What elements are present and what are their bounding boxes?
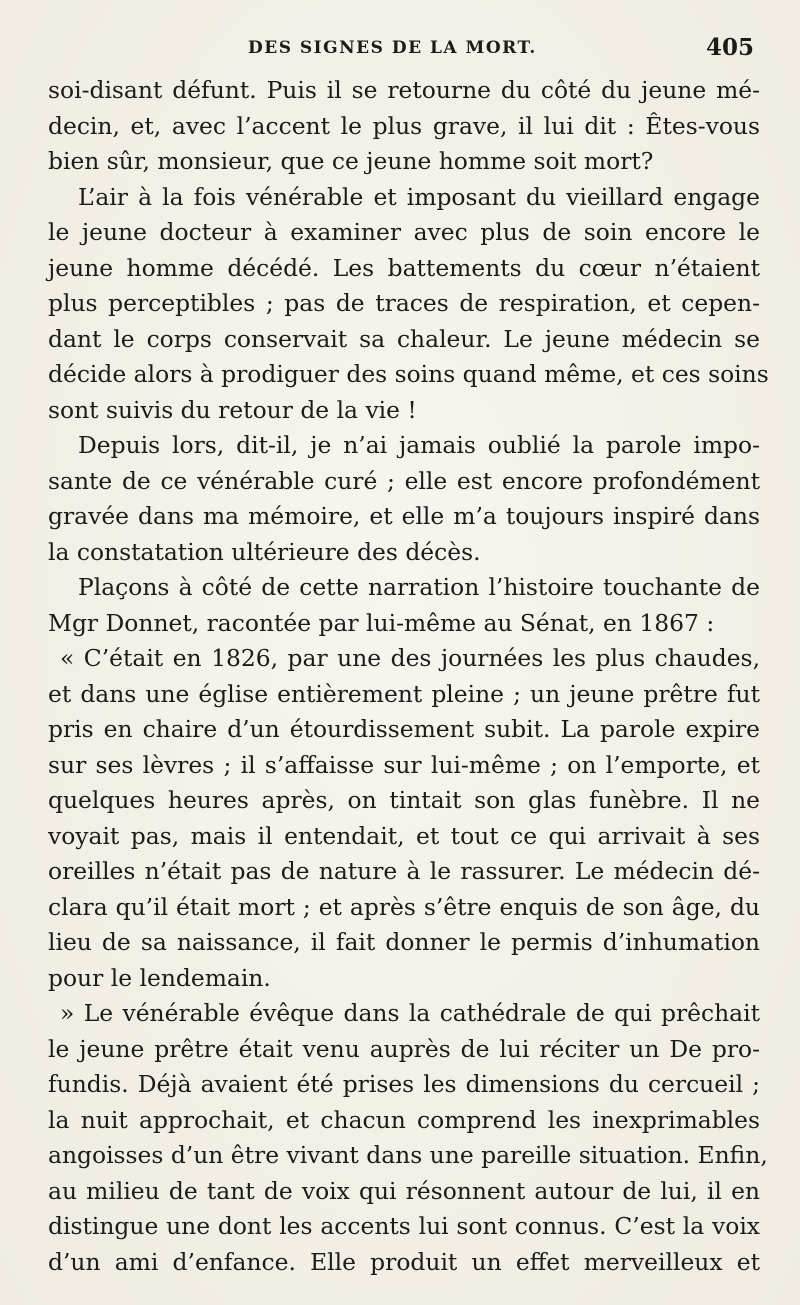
text-line: sur ses lèvres ; il s’affaisse sur lui-même ; on l’emporte, et <box>48 750 760 779</box>
text-line: le jeune docteur à examiner avec plus de soin encore le <box>48 218 760 246</box>
text-line: le jeune prêtre était venu auprès de lui réciter un De pro- <box>48 1034 760 1063</box>
text-line: plus perceptibles ; pas de traces de respiration, et cepen- <box>48 289 760 317</box>
text-line: Depuis lors, dit-il, je n’ai jamais oublié la parole impo- <box>78 431 760 459</box>
text-line: bien sûr, monsieur, que ce jeune homme soit mort? <box>48 147 654 175</box>
text-line: distingue une dont les accents lui sont connus. C’est la voix <box>48 1212 760 1240</box>
text-line: jeune homme décédé. Les battements du cœur n’étaient <box>48 253 760 282</box>
page-number: 405 <box>705 34 754 61</box>
text-line: dant le corps conservait sa chaleur. Le jeune médecin se <box>48 324 760 353</box>
text-line: voyait pas, mais il entendait, et tout ce qui arrivait à ses <box>48 821 760 850</box>
text-line: L’air à la fois vénérable et imposant du vieillard engage <box>78 182 760 211</box>
text-line: et dans une église entièrement pleine ; un jeune prêtre fut <box>48 679 760 708</box>
body-text <box>48 73 769 1280</box>
text-line: decin, et, avec l’accent le plus grave, il lui dit : Êtes-vous <box>48 111 760 140</box>
text-line: sante de ce vénérable curé ; elle est encore profondément <box>48 466 760 495</box>
text-line: la nuit approchait, et chacun comprend les inexprimables <box>48 1105 760 1134</box>
text-line: la constatation ultérieure des décès. <box>48 537 481 566</box>
text-line: au milieu de tant de voix qui résonnent autour de lui, il en <box>48 1176 760 1205</box>
text-line: pris en chaire d’un étourdissement subit. La parole expire <box>48 715 760 743</box>
text-line: clara qu’il était mort ; et après s’être enquis de son âge, du <box>48 892 760 921</box>
page-header <box>48 30 760 70</box>
text-line: Mgr Donnet, racontée par lui-même au Sénat, en 1867 : <box>48 608 715 637</box>
text-line: angoisses d’un être vivant dans une pareille situation. Enfin, <box>48 1141 768 1169</box>
text-line: « C’était en 1826, par une des journées les plus chaudes, <box>60 644 760 672</box>
text-line: quelques heures après, on tintait son glas funèbre. Il ne <box>48 786 760 814</box>
text-line: » Le vénérable évêque dans la cathédrale de qui prêchait <box>60 999 760 1027</box>
text-line: pour le lendemain. <box>48 963 271 992</box>
text-line: décide alors à prodiguer des soins quand même, et ces soins <box>48 360 769 388</box>
text-line: Plaçons à côté de cette narration l’histoire touchante de <box>78 573 760 601</box>
text-line: fundis. Déjà avaient été prises les dimensions du cercueil ; <box>48 1070 760 1098</box>
text-line: soi-disant défunt. Puis il se retourne du côté du jeune mé- <box>48 76 760 104</box>
running-head: DES SIGNES DE LA MORT. <box>248 38 537 58</box>
text-line: lieu de sa naissance, il fait donner le permis d’inhumation <box>48 928 760 956</box>
text-line: gravée dans ma mémoire, et elle m’a toujours inspiré dans <box>48 502 760 530</box>
text-line: oreilles n’était pas de nature à le rassurer. Le médecin dé- <box>48 857 760 885</box>
text-line: d’un ami d’enfance. Elle produit un effet merveilleux et <box>48 1247 760 1276</box>
text-line: sont suivis du retour de la vie ! <box>48 395 417 424</box>
